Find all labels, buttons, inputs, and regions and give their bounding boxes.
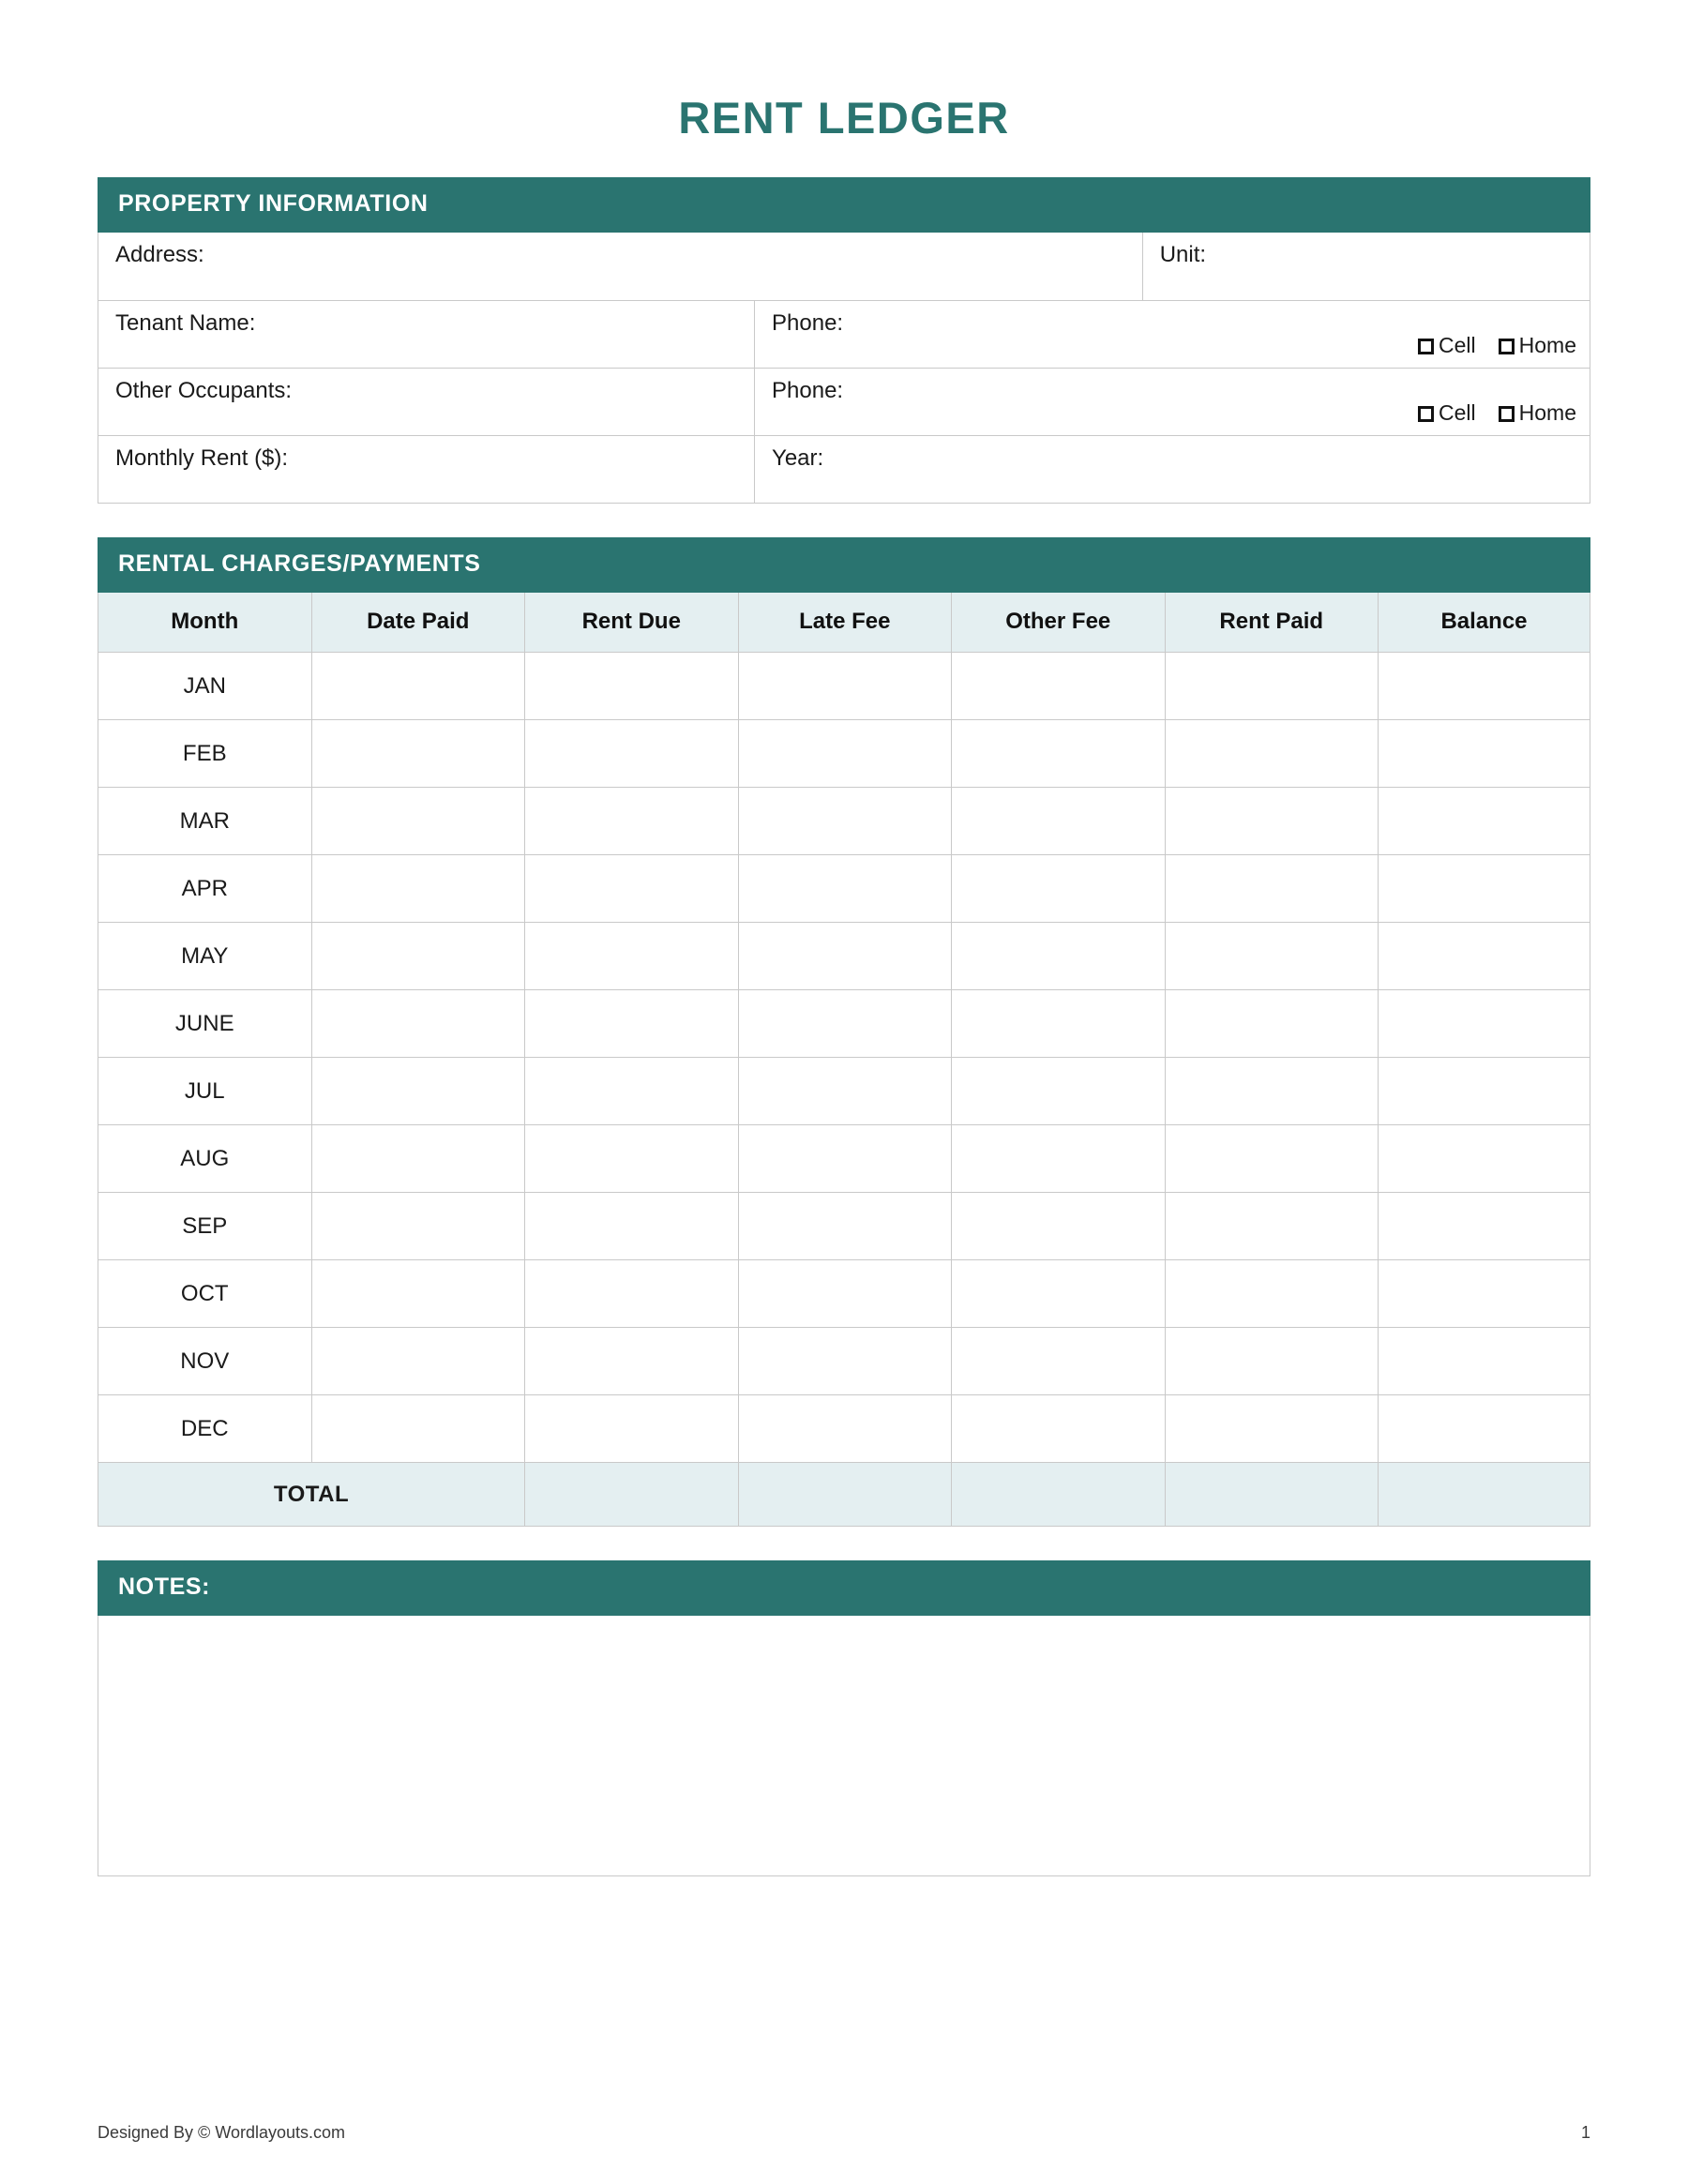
unit-label: Unit: <box>1159 242 1207 267</box>
cell-late-fee[interactable] <box>738 1395 952 1463</box>
tenant-phone-home-label: Home <box>1518 332 1576 357</box>
total-rent-paid[interactable] <box>1165 1463 1379 1527</box>
tenant-phone-cell-label: Cell <box>1439 332 1476 357</box>
table-total-row <box>98 1463 1590 1527</box>
total-other-fee[interactable] <box>952 1463 1166 1527</box>
notes-input[interactable] <box>98 1616 1590 1876</box>
month-label: OCT <box>98 1260 312 1328</box>
month-label: DEC <box>98 1395 312 1463</box>
cell-balance[interactable] <box>1379 1125 1590 1193</box>
cell-rent-paid[interactable] <box>1165 1058 1379 1125</box>
notes-heading: NOTES: <box>98 1560 1590 1616</box>
cell-rent-paid[interactable] <box>1165 1395 1379 1463</box>
month-label: SEP <box>98 1193 312 1260</box>
other-occupants-label: Other Occupants: <box>115 377 293 403</box>
tenant-name-label: Tenant Name: <box>115 309 256 336</box>
cell-late-fee[interactable] <box>738 990 952 1058</box>
cell-date-paid[interactable] <box>311 990 525 1058</box>
table-row <box>98 788 1590 855</box>
cell-late-fee[interactable] <box>738 720 952 788</box>
cell-balance[interactable] <box>1379 788 1590 855</box>
monthly-rent-label: Monthly Rent ($): <box>115 444 289 471</box>
tenant-name-field[interactable] <box>98 300 755 368</box>
cell-rent-due[interactable] <box>525 990 739 1058</box>
cell-balance[interactable] <box>1379 855 1590 923</box>
cell-rent-due[interactable] <box>525 1058 739 1125</box>
cell-rent-due[interactable] <box>525 1193 739 1260</box>
table-row <box>98 923 1590 990</box>
cell-late-fee[interactable] <box>738 1058 952 1125</box>
cell-late-fee[interactable] <box>738 653 952 720</box>
other-occupants-field[interactable] <box>98 368 755 435</box>
cell-other-fee[interactable] <box>952 1058 1166 1125</box>
cell-other-fee[interactable] <box>952 1260 1166 1328</box>
notes-section <box>98 1560 1590 1876</box>
table-row <box>98 435 1590 503</box>
month-label: FEB <box>98 720 312 788</box>
table-row <box>98 300 1590 368</box>
cell-other-fee[interactable] <box>952 990 1166 1058</box>
occupant-phone-home-label: Home <box>1518 399 1576 425</box>
cell-balance[interactable] <box>1379 653 1590 720</box>
cell-rent-due[interactable] <box>525 1328 739 1395</box>
table-row <box>98 855 1590 923</box>
total-late-fee[interactable] <box>738 1463 952 1527</box>
table-row <box>98 233 1590 300</box>
column-header-other-fee: Other Fee <box>952 593 1166 653</box>
cell-balance[interactable] <box>1379 1058 1590 1125</box>
table-row <box>98 653 1590 720</box>
cell-rent-due[interactable] <box>525 1125 739 1193</box>
cell-rent-due[interactable] <box>525 653 739 720</box>
cell-balance[interactable] <box>1379 990 1590 1058</box>
cell-balance[interactable] <box>1379 1193 1590 1260</box>
cell-balance[interactable] <box>1379 720 1590 788</box>
cell-rent-paid[interactable] <box>1165 1193 1379 1260</box>
rental-charges-table <box>98 593 1590 1528</box>
cell-balance[interactable] <box>1379 1260 1590 1328</box>
cell-date-paid[interactable] <box>311 1395 525 1463</box>
month-label: MAY <box>98 923 312 990</box>
checkbox-icon[interactable] <box>1499 339 1515 354</box>
cell-rent-due[interactable] <box>525 1395 739 1463</box>
year-field[interactable] <box>755 435 1590 503</box>
column-header-late-fee: Late Fee <box>738 593 952 653</box>
cell-rent-due[interactable] <box>525 923 739 990</box>
cell-late-fee[interactable] <box>738 1125 952 1193</box>
total-balance[interactable] <box>1379 1463 1590 1527</box>
checkbox-icon[interactable] <box>1418 406 1434 422</box>
table-row <box>98 1395 1590 1463</box>
rental-charges-heading: RENTAL CHARGES/PAYMENTS <box>98 537 1590 593</box>
cell-rent-paid[interactable] <box>1165 720 1379 788</box>
cell-rent-due[interactable] <box>525 1260 739 1328</box>
rental-charges-section <box>98 537 1590 1528</box>
column-header-date-paid: Date Paid <box>311 593 525 653</box>
cell-other-fee[interactable] <box>952 788 1166 855</box>
cell-other-fee[interactable] <box>952 923 1166 990</box>
cell-late-fee[interactable] <box>738 855 952 923</box>
month-label: JAN <box>98 653 312 720</box>
cell-date-paid[interactable] <box>311 720 525 788</box>
month-label: JUL <box>98 1058 312 1125</box>
cell-other-fee[interactable] <box>952 1395 1166 1463</box>
total-rent-due[interactable] <box>525 1463 739 1527</box>
column-header-balance: Balance <box>1379 593 1590 653</box>
month-label: JUNE <box>98 990 312 1058</box>
year-label: Year: <box>772 444 824 471</box>
occupant-phone-cell-label: Cell <box>1439 399 1476 425</box>
unit-field[interactable] <box>1142 233 1590 300</box>
cell-date-paid[interactable] <box>311 1260 525 1328</box>
table-row <box>98 1125 1590 1193</box>
cell-rent-paid[interactable] <box>1165 653 1379 720</box>
cell-date-paid[interactable] <box>311 788 525 855</box>
tenant-phone-field[interactable] <box>755 300 1590 368</box>
table-row <box>98 1193 1590 1260</box>
month-label: NOV <box>98 1328 312 1395</box>
tenant-phone-type-options <box>1418 333 1576 358</box>
tenant-phone-label: Phone: <box>772 309 844 336</box>
cell-rent-paid[interactable] <box>1165 788 1379 855</box>
occupant-phone-field[interactable] <box>755 368 1590 435</box>
cell-rent-paid[interactable] <box>1165 923 1379 990</box>
cell-date-paid[interactable] <box>311 1058 525 1125</box>
cell-balance[interactable] <box>1379 1395 1590 1463</box>
cell-date-paid[interactable] <box>311 1193 525 1260</box>
cell-rent-paid[interactable] <box>1165 855 1379 923</box>
checkbox-icon[interactable] <box>1418 339 1434 354</box>
address-field[interactable] <box>98 233 1143 300</box>
cell-other-fee[interactable] <box>952 653 1166 720</box>
column-header-rent-paid: Rent Paid <box>1165 593 1379 653</box>
month-label: MAR <box>98 788 312 855</box>
cell-rent-due[interactable] <box>525 720 739 788</box>
cell-date-paid[interactable] <box>311 923 525 990</box>
cell-late-fee[interactable] <box>738 1260 952 1328</box>
occupant-phone-cell-option[interactable] <box>1418 400 1476 426</box>
cell-date-paid[interactable] <box>311 855 525 923</box>
tenant-phone-cell-option[interactable] <box>1418 333 1476 358</box>
tenant-phone-home-option[interactable] <box>1499 333 1576 358</box>
table-header-row <box>98 593 1590 653</box>
cell-late-fee[interactable] <box>738 788 952 855</box>
cell-other-fee[interactable] <box>952 855 1166 923</box>
cell-date-paid[interactable] <box>311 653 525 720</box>
cell-rent-paid[interactable] <box>1165 1328 1379 1395</box>
column-header-rent-due: Rent Due <box>525 593 739 653</box>
occupant-phone-type-options <box>1418 400 1576 426</box>
cell-other-fee[interactable] <box>952 1328 1166 1395</box>
cell-rent-paid[interactable] <box>1165 1260 1379 1328</box>
table-row <box>98 368 1590 435</box>
cell-date-paid[interactable] <box>311 1328 525 1395</box>
cell-date-paid[interactable] <box>311 1125 525 1193</box>
cell-rent-due[interactable] <box>525 855 739 923</box>
cell-balance[interactable] <box>1379 1328 1590 1395</box>
occupant-phone-label: Phone: <box>772 377 844 403</box>
cell-late-fee[interactable] <box>738 923 952 990</box>
cell-late-fee[interactable] <box>738 1193 952 1260</box>
cell-rent-paid[interactable] <box>1165 1125 1379 1193</box>
monthly-rent-field[interactable] <box>98 435 755 503</box>
checkbox-icon[interactable] <box>1499 406 1515 422</box>
cell-other-fee[interactable] <box>952 1125 1166 1193</box>
cell-balance[interactable] <box>1379 923 1590 990</box>
cell-rent-paid[interactable] <box>1165 990 1379 1058</box>
footer-page-number: 1 <box>1580 2123 1590 2142</box>
table-row <box>98 720 1590 788</box>
page-title: RENT LEDGER <box>678 93 1010 143</box>
cell-other-fee[interactable] <box>952 720 1166 788</box>
table-row <box>98 1260 1590 1328</box>
table-row <box>98 1058 1590 1125</box>
cell-rent-due[interactable] <box>525 788 739 855</box>
table-row <box>98 1328 1590 1395</box>
month-label: APR <box>98 855 312 923</box>
property-information-table <box>98 233 1590 504</box>
cell-other-fee[interactable] <box>952 1193 1166 1260</box>
total-label: TOTAL <box>98 1463 525 1527</box>
occupant-phone-home-option[interactable] <box>1499 400 1576 426</box>
address-label: Address: <box>115 242 204 267</box>
cell-late-fee[interactable] <box>738 1328 952 1395</box>
footer-credit: Designed By © Wordlayouts.com <box>98 2123 346 2142</box>
footer <box>98 2123 1590 2143</box>
property-information-heading: PROPERTY INFORMATION <box>98 177 1590 233</box>
column-header-month: Month <box>98 593 312 653</box>
month-label: AUG <box>98 1125 312 1193</box>
property-information-section <box>98 177 1590 504</box>
table-row <box>98 990 1590 1058</box>
